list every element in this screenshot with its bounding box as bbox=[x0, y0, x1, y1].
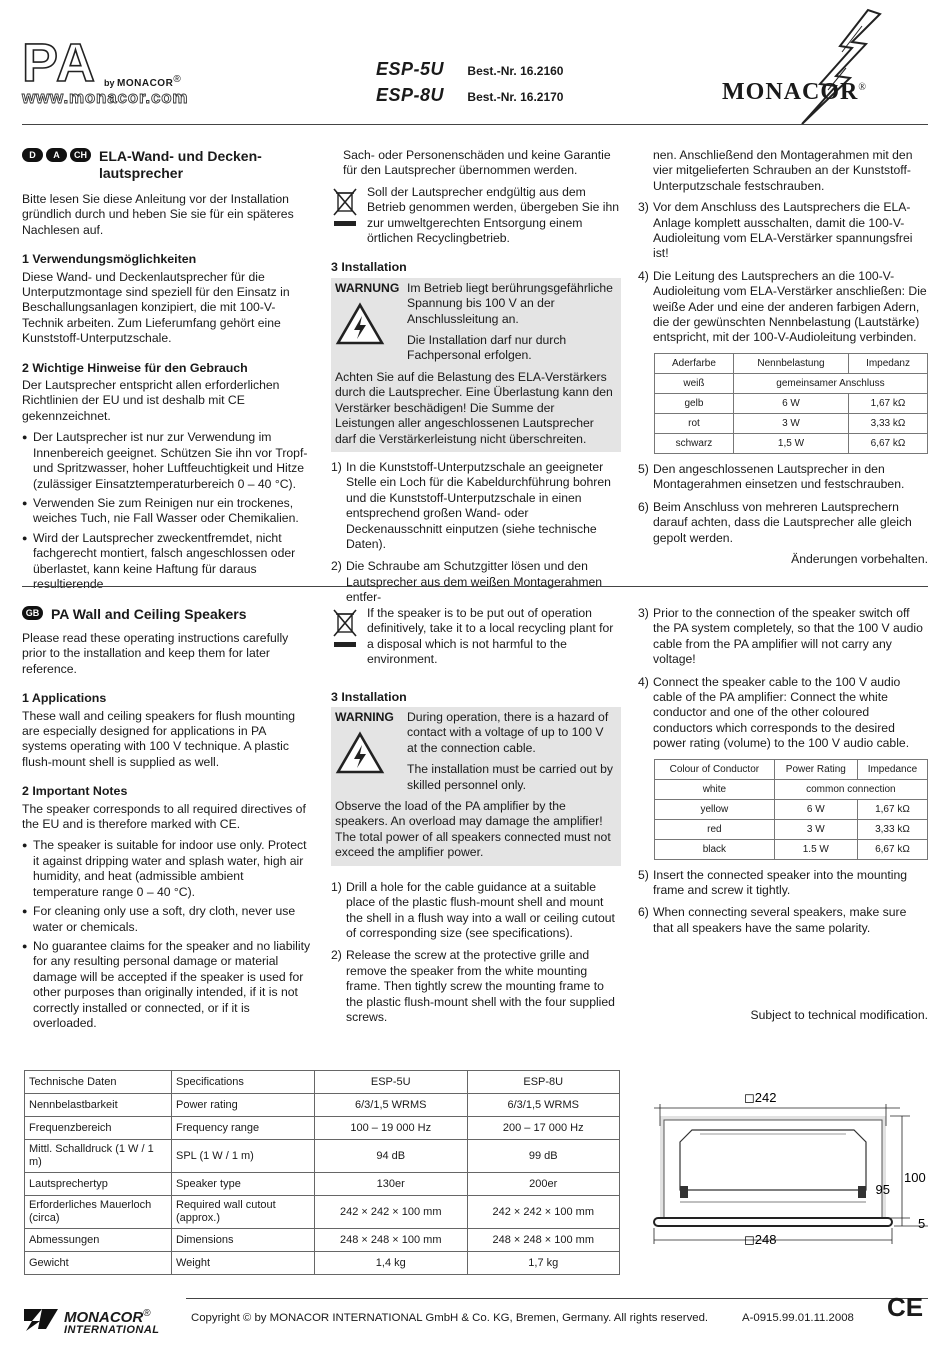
de-warning-box bbox=[331, 278, 621, 452]
de-s3-title: 3 Installation bbox=[331, 260, 407, 275]
table-row: Nennbelastbarkeit Power rating 6/3/1,5 WRMS 6/3/1,5 WRMS bbox=[25, 1094, 620, 1117]
en-wire-table: Colour of Conductor Power Rating Impedance white common connection yellow 6 W 1,67 kΩ red 3 W 3,33 kΩ black 1.5 W 6,67 kΩ bbox=[654, 759, 928, 860]
en-s1-text: These wall and ceiling speakers for flush mounting are especially designed for applications in PA systems operating with 100 V technique. A plastic flush-mount shell is supplied as well. bbox=[22, 708, 296, 769]
table-row: Frequenzbereich Frequency range 100 – 19 000 Hz 200 – 17 000 Hz bbox=[25, 1117, 620, 1140]
de-col2-cont: Sach- oder Personenschäden und keine Garantie für den Lautsprecher übernommen werden. bbox=[343, 148, 611, 178]
de-warning-1: Im Betrieb liegt berührungsgefährliche Spannung bis 100 V an der Anschlussleitung an. bbox=[407, 280, 613, 326]
list-item: 2) Die Schraube am Schutzgitter lösen und den Lautsprecher aus dem weißen Montagerahmen entfer- bbox=[331, 559, 603, 605]
en-s1-title: 1 Applications bbox=[22, 691, 107, 706]
en-intro: Please read these operating instructions carefully prior to the installation and keep them for later reference. bbox=[22, 631, 289, 676]
list-item: 3) Prior to the connection of the speaker switch off the PA system completely, so that the 100 V audio cable from the PA amplifier will not carry any voltage! bbox=[638, 606, 923, 667]
monacor-brand: MONACOR® bbox=[722, 79, 867, 105]
en-recycling-note: If the speaker is to be put out of operation definitively, take it to a local recycling plant for a disposal which is not harmful to the environment. bbox=[331, 606, 621, 668]
model-line-1: ESP-5U Best.-Nr. 16.2160 bbox=[376, 59, 564, 79]
list-item: 6) When connecting several speakers, make sure that all speakers have the same polarity. bbox=[638, 905, 907, 935]
table-row: gelb 6 W 1,67 kΩ bbox=[655, 393, 928, 413]
en-title: PA Wall and Ceiling Speakers bbox=[51, 606, 247, 622]
en-language-flag: GB bbox=[22, 606, 43, 623]
de-recycling-note: Soll der Lautsprecher endgültig aus dem Betrieb genommen werden, übergeben Sie ihn zur umweltgerechten Entsorgung einem örtlichen Recyclingbetrieb. bbox=[331, 185, 621, 247]
en-steps-after bbox=[638, 868, 928, 937]
de-warning-label: WARNUNG bbox=[335, 280, 400, 295]
de-steps-col2 bbox=[331, 460, 621, 606]
table-row: Mittl. Schalldruck (1 W / 1 m) SPL (1 W / 1 m) 94 dB 99 dB bbox=[25, 1140, 620, 1173]
de-s2-title: 2 Wichtige Hinweise für den Gebrauch bbox=[22, 360, 248, 375]
en-warning-label: WARNING bbox=[335, 710, 394, 725]
en-heading bbox=[22, 606, 312, 623]
en-warning-1: During operation, there is a hazard of contact with a voltage of up to 100 V at the connection cable. bbox=[407, 710, 609, 755]
en-steps-col3 bbox=[638, 606, 928, 752]
list-item: 3) Vor dem Anschluss des Lautsprechers die ELA-Anlage komplett ausschalten, damit die 100-V-Audioleitung vom ELA-Verstärker spannungsfrei ist! bbox=[638, 200, 913, 261]
list-item: ● Verwenden Sie zum Reinigen nur ein trockenes, weiches Tuch, nie Fall Wasser oder Chemikalien. bbox=[22, 496, 312, 527]
list-item: 1) Drill a hole for the cable guidance at a suitable place of the plastic flush-mount shell and mount the shell in a flush way into a wall or ceiling cutout of corresponding size (see specifications). bbox=[331, 879, 615, 940]
list-item: ● Der Lautsprecher ist nur zur Verwendung im Innenbereich geeignet. Schützen Sie ihn vor Tropf- und Spritzwasser, hoher Luftfeuchtigkeit und Hitze (zulässiger Einsatztemperaturbereich 0 – 40 °C). bbox=[22, 430, 312, 492]
en-s2-text: The speaker corresponds to all required directives of the EU and is therefore marked with CE. bbox=[22, 801, 306, 832]
divider-top bbox=[22, 124, 928, 125]
website-url[interactable]: www.monacor.com bbox=[22, 88, 189, 107]
ce-mark: CE bbox=[887, 1292, 924, 1322]
de-warning-2: Die Installation darf nur durch Fachpersonal erfolgen. bbox=[407, 333, 567, 363]
de-col3-cont: nen. Anschließend den Montagerahmen mit den vier mitgelieferten Schrauben an der Kunststoff-Unterputzschale festschrauben. bbox=[653, 148, 913, 193]
dim-100-label: 100 bbox=[904, 1170, 926, 1185]
en-notes-list bbox=[22, 838, 312, 1031]
lightning-logo-icon bbox=[780, 6, 890, 126]
table-row: weiß gemeinsamer Anschluss bbox=[655, 373, 928, 393]
table-row: schwarz 1,5 W 6,67 kΩ bbox=[655, 433, 928, 453]
de-language-flags: D A CH bbox=[22, 148, 91, 182]
dim-95-label: 95 bbox=[875, 1182, 890, 1197]
list-item: 1) In die Kunststoff-Unterputzschale an geeigneter Stelle ein Loch für die Kabeldurchführung bohren und die Kunststoff-Unterputzschale in einen entsprechend großen Wand- oder Deckenausschnitt einputzen (siehe technische Daten). bbox=[331, 459, 611, 551]
dim-top-label: ◻242 bbox=[744, 1090, 777, 1105]
list-item: 2) Release the screw at the protective grille and remove the speaker from the white mounting frame. Then tightly screw the mounting frame to the plastic flush-mount shell with the four supplied screws. bbox=[331, 948, 615, 1024]
pa-logo: PA bbox=[22, 33, 98, 93]
by-monacor: by MONACOR® bbox=[104, 74, 181, 89]
de-notes-list bbox=[22, 430, 312, 592]
wheelie-bin-crossed-icon bbox=[331, 606, 359, 654]
de-steps-after bbox=[638, 462, 928, 546]
monacor-international-logo: MONACOR® INTERNATIONAL bbox=[22, 1307, 160, 1337]
de-column-2 bbox=[331, 148, 621, 613]
list-item: 6) Beim Anschluss von mehreren Lautsprechern darauf achten, dass die Lautsprecher alle gleich gepolt werden. bbox=[638, 499, 912, 545]
de-wire-table: Aderfarbe Nennbelastung Impedanz weiß gemeinsamer Anschluss gelb 6 W 1,67 kΩ rot 3 W 3,33 kΩ schwarz 1,5 W 6,67 kΩ bbox=[654, 353, 928, 454]
dim-5-label: 5 bbox=[918, 1216, 926, 1231]
en-column-2 bbox=[331, 606, 621, 1032]
divider-footer bbox=[186, 1298, 928, 1299]
document-number: A-0915.99.01.11.2008 bbox=[742, 1312, 854, 1324]
table-row: white common connection bbox=[655, 779, 928, 799]
de-heading bbox=[22, 148, 312, 182]
dim-bottom-label: ◻248 bbox=[744, 1232, 777, 1247]
table-row: black 1.5 W 6,67 kΩ bbox=[655, 839, 928, 859]
de-load-note: Achten Sie auf die Belastung des ELA-Verstärkers durch die Lautsprecher. Eine Überlastung kann den Verstärker beschädigen! Die Summe der Leistungen aller angeschlossenen Lautsprecher darf die Verstärkerleistung nicht überschreiten. bbox=[335, 369, 613, 446]
de-s1-title: 1 Verwendungsmöglichkeiten bbox=[22, 252, 197, 267]
en-load-note: Observe the load of the PA amplifier by the speakers. An overload may damage the amplifier! The total power of all speakers connected must not exceed the amplifier power. bbox=[335, 799, 611, 860]
de-steps-col3 bbox=[638, 200, 928, 346]
divider-middle bbox=[22, 586, 928, 587]
en-warning-2: The installation must be carried out by skilled personnel only. bbox=[407, 762, 613, 792]
en-steps-col2 bbox=[331, 880, 621, 1026]
table-row: rot 3 W 3,33 kΩ bbox=[655, 413, 928, 433]
table-row: Erforderliches Mauerloch (circa) Required wall cutout (approx.) 242 × 242 × 100 mm 242 × 242 × 100 mm bbox=[25, 1196, 620, 1229]
table-row: red 3 W 3,33 kΩ bbox=[655, 819, 928, 839]
en-column-1 bbox=[22, 606, 312, 1035]
de-s1-text: Diese Wand- und Deckenlautsprecher für die Unterputzmontage sind speziell für den Einsatz in Beschallungsanlagen konzipiert, die mit 100-V-Technik arbeiten. Zum Lieferumfang gehört eine Kunststoff-Unterputzschale. bbox=[22, 269, 290, 346]
list-item: 4) Connect the speaker cable to the 100 V audio cable of the PA amplifier: Connect the white conductor and one of the other coloured conductors which corresponds to the desired power rating (volume) to the 100 V audio cable. bbox=[638, 674, 910, 751]
wheelie-bin-crossed-icon bbox=[331, 185, 359, 233]
de-column-1 bbox=[22, 148, 312, 596]
list-item: 5) Den angeschlossenen Lautsprecher in den Montagerahmen einsetzen und festschrauben. bbox=[638, 461, 905, 492]
en-s2-title: 2 Important Notes bbox=[22, 784, 128, 799]
de-s2-text: Der Lautsprecher entspricht allen erforderlichen Richtlinien der EU und ist deshalb mit CE gekennzeichnet. bbox=[22, 378, 280, 423]
en-changes-note: Subject to technical modification. bbox=[750, 1008, 928, 1022]
de-title: ELA-Wand- und Decken-lautsprecher bbox=[99, 148, 262, 181]
table-row: Gewicht Weight 1,4 kg 1,7 kg bbox=[25, 1252, 620, 1275]
table-header-row: Technische Daten Specifications ESP-5U ESP-8U bbox=[25, 1071, 620, 1094]
list-item: ● The speaker is suitable for indoor use only. Protect it against dripping water and splash water, high air humidity, and heat (admissible ambient temperature range 0 – 40 °C). bbox=[22, 838, 312, 900]
en-s3-title: 3 Installation bbox=[331, 689, 407, 704]
de-changes-note: Änderungen vorbehalten. bbox=[791, 552, 928, 566]
list-item: ● Wird der Lautsprecher zweckentfremdet, nicht fachgerecht montiert, falsch angeschlossen oder überlastet, kann keine Haftung für daraus resultierende bbox=[22, 531, 312, 593]
list-item: ● No guarantee claims for the speaker and no liability for any resulting personal damage or material damage will be accepted if the speaker is used for other purposes than originally intended, if it is not correctly installed or connected, or if it is overloaded. bbox=[22, 939, 312, 1031]
monacor-bolt-icon bbox=[22, 1307, 60, 1331]
list-item: ● For cleaning only use a soft, dry cloth, never use water or chemicals. bbox=[22, 904, 312, 935]
table-row: Lautsprechertyp Speaker type 130er 200er bbox=[25, 1173, 620, 1196]
specifications-table bbox=[24, 1070, 620, 1275]
list-item: 4) Die Leitung des Lautsprechers an die 100-V-Audioleitung vom ELA-Verstärker anschließen: Die weiße Ader und eine der anderen farbigen Adern, die der gewünschten Nennbelastung (Lautstärke) entspricht, mit der 100-V-Audioleitung verbinden. bbox=[638, 268, 927, 345]
list-item: 5) Insert the connected speaker into the mounting frame and screw it tightly. bbox=[638, 867, 908, 898]
en-warning-box bbox=[331, 707, 621, 866]
table-row: yellow 6 W 1,67 kΩ bbox=[655, 799, 928, 819]
en-column-3 bbox=[638, 606, 928, 943]
table-row: Abmessungen Dimensions 248 × 248 × 100 mm 248 × 248 × 100 mm bbox=[25, 1229, 620, 1252]
high-voltage-warning-icon bbox=[335, 731, 385, 775]
model-line-2: ESP-8U Best.-Nr. 16.2170 bbox=[376, 85, 564, 105]
high-voltage-warning-icon bbox=[335, 302, 385, 346]
copyright-text: Copyright © by MONACOR INTERNATIONAL GmbH & Co. KG, Bremen, Germany. All rights reserved. bbox=[191, 1312, 709, 1324]
de-intro: Bitte lesen Sie diese Anleitung vor der Installation gründlich durch und heben Sie sie für ein späteres Nachlesen auf. bbox=[22, 192, 294, 237]
speaker-dimension-drawing bbox=[640, 1082, 934, 1252]
de-column-3 bbox=[638, 148, 928, 553]
